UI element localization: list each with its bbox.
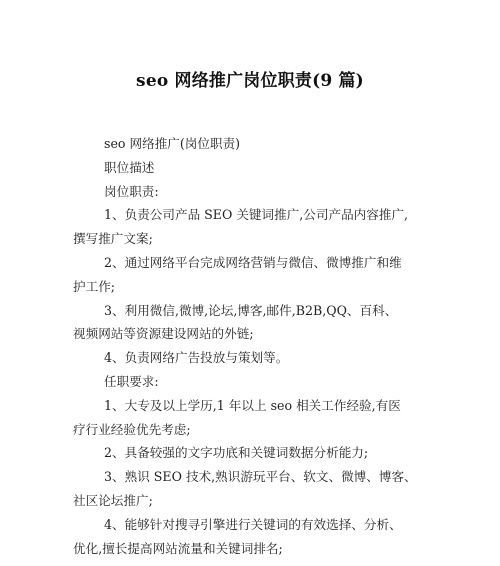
list-item-line: 2、具备较强的文字功底和关键词数据分析能力;	[104, 445, 369, 461]
list-item-continuation: 疗行业经验优先考虑;	[73, 421, 191, 437]
list-item-line: 4、负责网络广告投放与策划等。	[104, 350, 289, 366]
section-heading: 任职要求:	[104, 373, 159, 389]
list-item-continuation: 优化,擅长提高网站流量和关键词排名;	[73, 540, 283, 556]
section-heading: 职位描述	[104, 159, 155, 175]
list-item-line: 2、通过网络平台完成网络营销与微信、微博推广和维	[104, 254, 402, 270]
section-heading: 岗位职责:	[104, 183, 159, 199]
list-item-continuation: 视频网站等资源建设网站的外链;	[73, 326, 254, 342]
list-item-line: 3、利用微信,微博,论坛,博客,邮件,B2B,QQ、百科、	[104, 302, 398, 318]
list-item-continuation: 护工作;	[73, 278, 116, 294]
list-item-line: 4、能够针对搜寻引擎进行关键词的有效选择、分析、	[104, 516, 402, 532]
list-item-line: 3、熟识 SEO 技术,熟识游玩平台、软文、微博、博客、	[104, 469, 417, 485]
list-item-continuation: 社区论坛推广;	[73, 492, 153, 508]
subtitle-line: seo 网络推广(岗位职责)	[104, 136, 241, 151]
list-item-line: 1、负责公司产品 SEO 关键词推广,公司产品内容推广,	[104, 207, 409, 223]
document-body	[0, 132, 500, 560]
list-item-line: 1、大专及以上学历,1 年以上 seo 相关工作经验,有医	[104, 397, 401, 413]
document-title: seo 网络推广岗位职责(9 篇)	[136, 71, 364, 91]
list-item-continuation: 撰写推广文案;	[73, 231, 153, 247]
